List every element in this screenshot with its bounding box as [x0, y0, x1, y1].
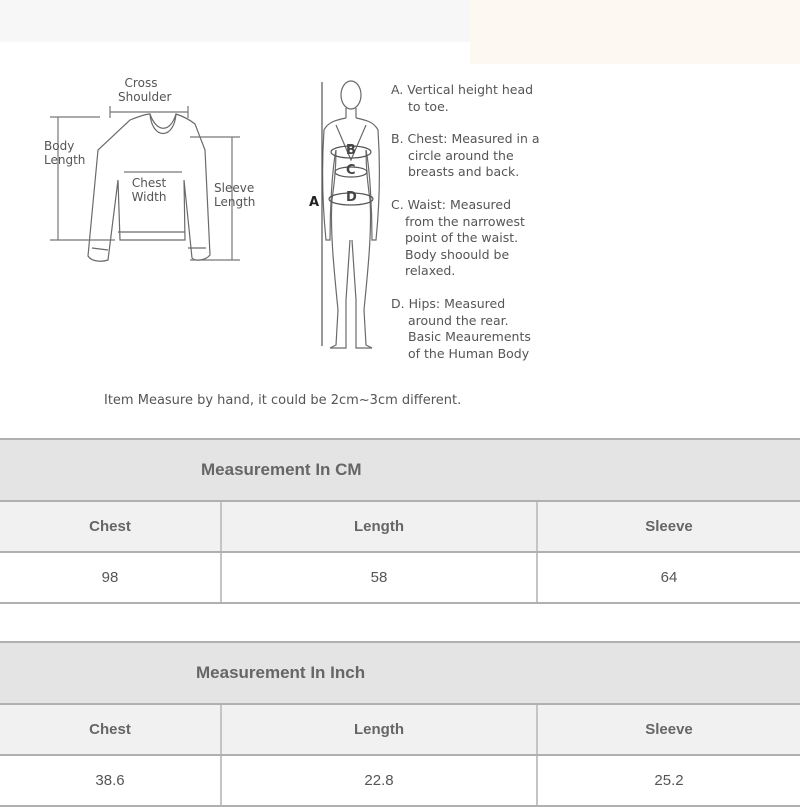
value-length: 22.8 — [222, 756, 538, 805]
marker-b: B — [346, 143, 356, 158]
inch-measurement-table — [0, 641, 800, 807]
header-length: Length — [222, 705, 538, 754]
table-title-bar — [0, 643, 800, 705]
body-measure-rings — [322, 82, 373, 346]
top-band — [0, 0, 800, 42]
value-sleeve: 25.2 — [538, 756, 800, 805]
marker-d: D — [346, 190, 357, 205]
sleeve-length-label: Sleeve Length — [214, 181, 256, 209]
note-a-height: A. Vertical height head to toe. — [391, 82, 534, 114]
table-title-bar — [0, 440, 800, 502]
value-chest: 38.6 — [0, 756, 222, 805]
table-title: Measurement In CM — [201, 460, 362, 479]
header-sleeve: Sleeve — [538, 705, 800, 754]
cm-measurement-table — [0, 438, 800, 604]
cross-shoulder-label: Cross Shoulder — [118, 76, 172, 104]
measure-disclaimer: Item Measure by hand, it could be 2cm~3cm different. — [104, 393, 462, 408]
table-header-row — [0, 705, 800, 756]
value-length: 58 — [222, 553, 538, 602]
header-length: Length — [222, 502, 538, 551]
header-chest: Chest — [0, 502, 222, 551]
chest-width-label: Chest Width — [131, 176, 167, 204]
body-length-label: Body Length — [44, 139, 86, 167]
table-row — [0, 756, 800, 807]
table-title: Measurement In Inch — [196, 663, 366, 682]
marker-c: C — [346, 163, 356, 178]
header-chest: Chest — [0, 705, 222, 754]
value-chest: 98 — [0, 553, 222, 602]
marker-a: A — [309, 195, 320, 210]
body-figure — [323, 81, 380, 348]
note-d-hips: D. Hips: Measured around the rear. Basic Meaurements of the Human Body — [391, 296, 531, 361]
size-diagram — [0, 42, 800, 438]
note-c-waist: C. Waist: Measured from the narrowest point of the waist. Body shoould be relaxed. — [391, 197, 525, 279]
header-sleeve: Sleeve — [538, 502, 800, 551]
table-header-row — [0, 502, 800, 553]
value-sleeve: 64 — [538, 553, 800, 602]
note-b-chest: B. Chest: Measured in a circle around the breasts and back. — [391, 131, 540, 180]
table-row — [0, 553, 800, 604]
